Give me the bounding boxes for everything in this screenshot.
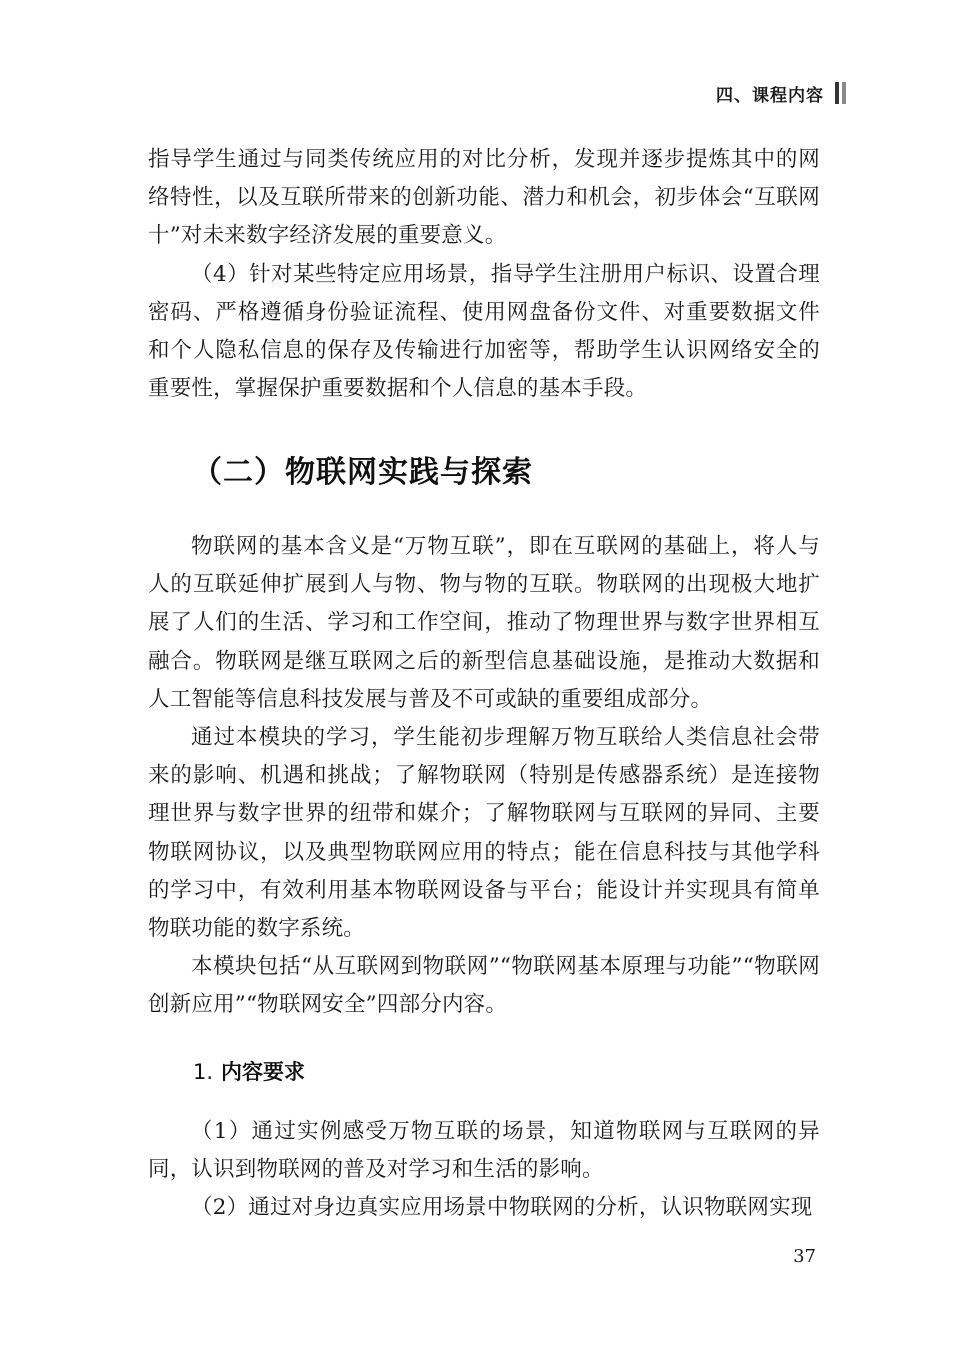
requirement-item-1: （1）通过实例感受万物互联的场景，知道物联网与互联网的异同，认识到物联网的普及对学习和生活的影响。: [148, 1119, 820, 1183]
requirements-block: [148, 1113, 820, 1228]
subheading-title: 内容要求: [221, 1060, 306, 1084]
paragraph-3: 本模块包括“从互联网到物联网”“物联网基本原理与功能”“物联网创新应用”“物联网安全”四部分内容。: [148, 954, 820, 1018]
header-bar-dark: [835, 82, 839, 104]
paragraph-2: 通过本模块的学习，学生能初步理解万物互联给人类信息社会带来的影响、机遇和挑战；了解物联网（特别是传感器系统）是连接物理世界与数字世界的纽带和媒介；了解物联网与互联网的异同、主要物联网协议，以及典型物联网应用的特点；能在信息科技与其他学科的学习中，有效利用基本物联网设备与平台；能设计并实现具有简单物联功能的数字系统。: [148, 725, 820, 942]
paragraph-item-4: （4）针对某些特定应用场景，指导学生注册用户标识、设置合理密码、严格遵循身份验证流程、使用网盘备份文件、对重要数据文件和个人隐私信息的保存及传输进行加密等，帮助学生认识网络安全的重要性，掌握保护重要数据和个人信息的基本手段。: [148, 261, 820, 402]
page-number: 37: [793, 1246, 816, 1267]
running-header: [716, 80, 846, 106]
body-text-block: [148, 528, 820, 1025]
subheading: [193, 1056, 305, 1086]
section-heading: （二）物联网实践与探索: [192, 455, 533, 490]
paragraph-1: 物联网的基本含义是“万物互联”，即在互联网的基础上，将人与人的互联延伸扩展到人与物、物与物的互联。物联网的出现极大地扩展了人们的生活、学习和工作空间，推动了物理世界与数字世界相互融合。物联网是继互联网之后的新型信息基础设施，是推动大数据和人工智能等信息科技发展与普及不可或缺的重要组成部分。: [148, 534, 820, 712]
header-bar-light: [842, 82, 846, 104]
paragraph-continuation: 指导学生通过与同类传统应用的对比分析，发现并逐步提炼其中的网络特性，以及互联所带来的创新功能、潜力和机会，初步体会“互联网十”对未来数字经济发展的重要意义。: [148, 147, 820, 249]
top-text-block: [148, 141, 820, 408]
subheading-number: 1.: [193, 1060, 214, 1084]
requirement-item-2: （2）通过对身边真实应用场景中物联网的分析，认识物联网实现: [191, 1195, 813, 1221]
section-label: 四、课程内容: [716, 85, 824, 106]
